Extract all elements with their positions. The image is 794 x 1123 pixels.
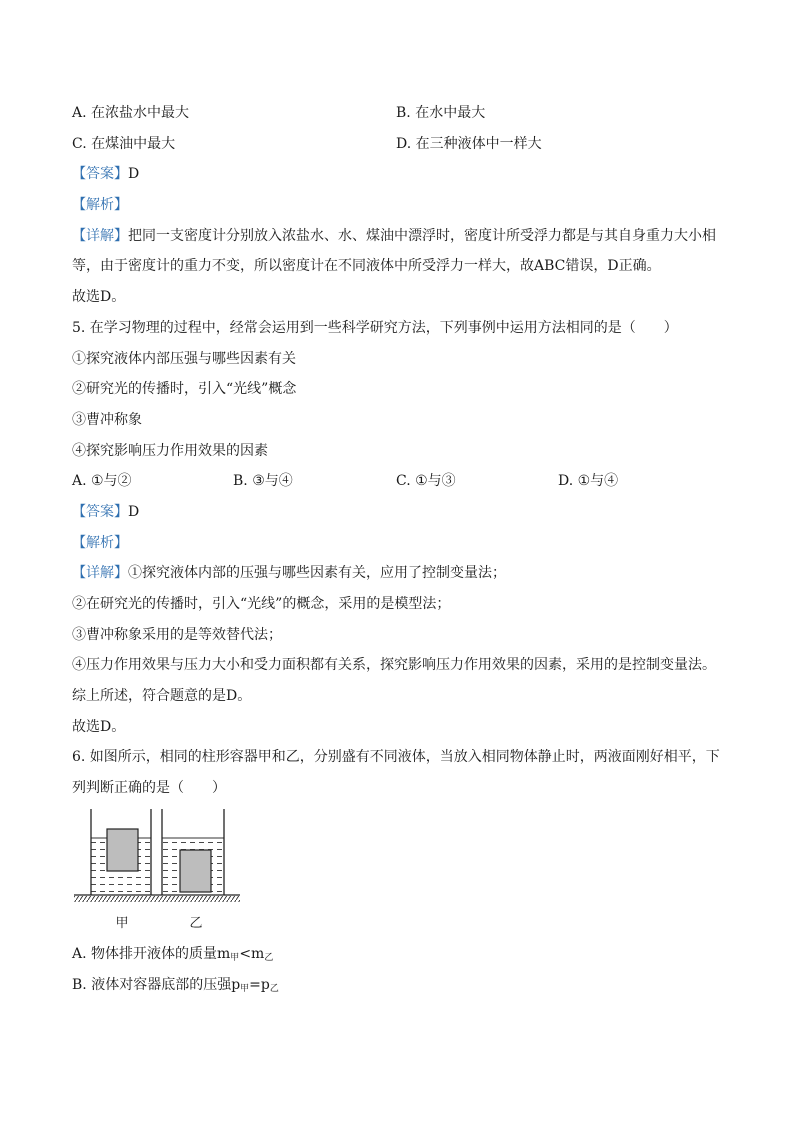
q6-option-a: A. 物体排开液体的质量$m_甲<m_乙$ [72, 945, 274, 963]
analysis-tag: 【解析】 [72, 534, 128, 551]
q4-detail-line-1 [72, 221, 732, 252]
label-yi: 乙 [189, 915, 203, 931]
q5-summary: 综上所述，符合题意的是D。 [72, 688, 252, 705]
q5-options-row [72, 466, 732, 497]
document-page [72, 98, 732, 1000]
container-jia [91, 809, 151, 895]
q5-conclusion: 故选D。 [72, 718, 126, 735]
q5-detail-line-2: ②在研究光的传播时，引入“光线”的概念，采用的是模型法； [72, 596, 451, 612]
label-jia: 甲 [115, 915, 129, 931]
q5-detail-line-1 [72, 558, 732, 589]
q5-answer [72, 497, 732, 528]
answer-tag: 【答案】 [72, 166, 128, 183]
q6-option-b: B. 液体对容器底部的压强$p_甲=p_乙$ [72, 976, 279, 994]
q5-item-4: ④探究影响压力作用效果的因素 [72, 442, 268, 459]
q5-option-d: D. ①与④ [558, 473, 619, 490]
q5-option-a: A. ①与② [72, 473, 132, 490]
detail-text: 把同一支密度计分别放入浓盐水、水、煤油中漂浮时，密度计所受浮力都是与其自身重力大小相 [128, 227, 716, 244]
detail-tag: 【详解】 [72, 227, 128, 244]
q4-options-row-2 [72, 129, 732, 160]
answer-value: D [128, 503, 140, 520]
q5-item-1: ①探究液体内部压强与哪些因素有关 [72, 350, 296, 367]
answer-value: D [128, 166, 140, 183]
q6-stem-line-2: 列判断正确的是（ ） [72, 780, 226, 797]
q4-analysis-tag [72, 190, 732, 221]
detail-tag: 【详解】 [72, 565, 128, 582]
q4-option-c: C. 在煤油中最大 [72, 135, 176, 152]
q4-option-b: B. 在水中最大 [396, 105, 486, 121]
q4-option-a: A. 在浓盐水中最大 [72, 105, 190, 121]
detail-text: ①探究液体内部的压强与哪些因素有关，应用了控制变量法； [128, 565, 506, 582]
q5-detail-line-3: ③曹冲称象采用的是等效替代法； [72, 626, 282, 643]
q5-detail-line-4: ④压力作用效果与压力大小和受力面积都有关系，探究影响压力作用效果的因素，采用的是控制变量法。 [72, 657, 716, 674]
q5-analysis-tag [72, 528, 732, 559]
q5-item-3: ③曹冲称象 [72, 411, 142, 428]
q6-stem-line-1: 6. 如图所示，相同的柱形容器甲和乙，分别盛有不同液体，当放入相同物体静止时，两液面刚好相平，下 [72, 749, 720, 766]
object-jia [107, 829, 138, 871]
q4-conclusion: 故选D。 [72, 289, 126, 306]
containers-diagram [72, 804, 252, 939]
q4-detail-line-2: 等，由于密度计的重力不变，所以密度计在不同液体中所受浮力一样大，故ABC错误，D正确。 [72, 258, 661, 275]
analysis-tag: 【解析】 [72, 197, 128, 214]
q4-option-d: D. 在三种液体中一样大 [396, 135, 542, 152]
q5-option-b: B. ③与④ [233, 473, 293, 490]
q4-options-row-1 [72, 98, 732, 129]
q5-stem: 5. 在学习物理的过程中，经常会运用到一些科学研究方法，下列事例中运用方法相同的是（ ） [72, 319, 678, 336]
ground [74, 895, 240, 902]
q5-item-2: ②研究光的传播时，引入“光线”概念 [72, 381, 297, 398]
q6-figure [72, 804, 252, 939]
object-yi [180, 850, 211, 892]
container-yi [162, 809, 224, 895]
q5-option-c: C. ①与③ [396, 473, 456, 490]
answer-tag: 【答案】 [72, 503, 128, 520]
q4-answer [72, 159, 732, 190]
